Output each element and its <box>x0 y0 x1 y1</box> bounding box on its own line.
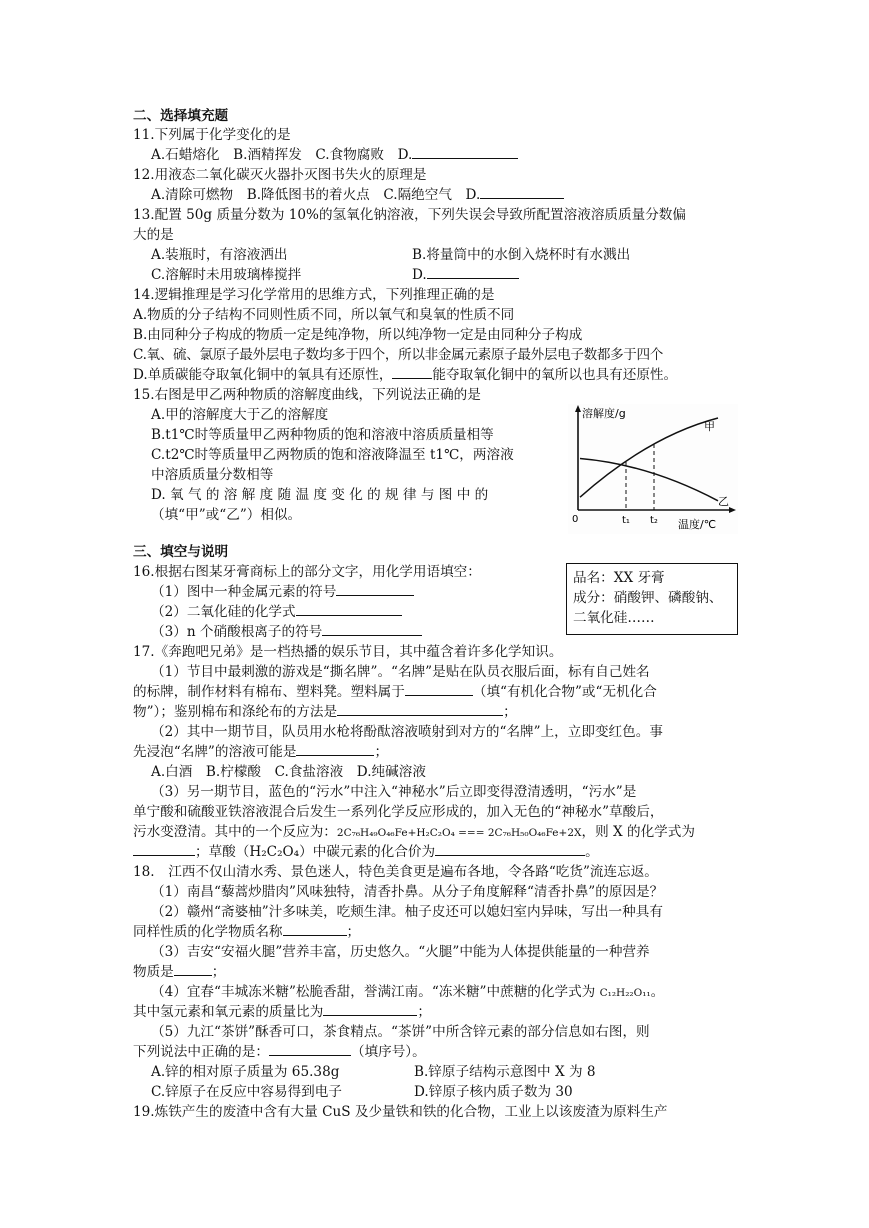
q18-p4-blank <box>323 1001 417 1016</box>
q16-sub1-blank <box>336 581 414 596</box>
q17-p2-line1: （2）其中一期节目，队员用水枪将酚酞溶液喷射到对方的“名牌”上，立即变红色。事 <box>151 724 663 740</box>
q17-p3-text: 污水变澄清。其中的一个反应为： <box>133 824 337 840</box>
q17-p1-text2: （填“有机化合物”或“无机化合 <box>472 684 657 700</box>
q12-options <box>151 184 564 206</box>
q17-p1-line1: （1）节目中最刺激的游戏是“撕名牌”。“名牌”是贴在队员衣服后面，标有自己姓名 <box>151 664 650 680</box>
q17-p3-line4 <box>133 841 599 863</box>
q17-p2-text: 先浸泡“名牌”的溶液可能是 <box>133 744 297 760</box>
solubility-chart <box>568 404 738 534</box>
q13-option-c: C.溶解时未用玻璃棒搅拌 <box>151 267 302 283</box>
q15-option-c: C.t2℃时等质量甲乙两物质的饱和溶液降温至 t1℃，两溶液 <box>151 447 514 463</box>
q15-option-b: B.t1℃时等质量甲乙两种物质的饱和溶液中溶质质量相等 <box>151 427 494 443</box>
chart-tick-t2: t₂ <box>650 515 658 526</box>
q14-option-d-text2: 能夺取氧化铜中的氧所以也具有还原性。 <box>432 367 678 383</box>
q13-option-b: B.将量筒中的水倒入烧杯时有水溅出 <box>412 247 631 263</box>
q18-p1: （1）南昌“藜蒿炒腊肉”风味独特，清香扑鼻。从分子角度解释“清香扑鼻”的原因是？ <box>151 884 664 900</box>
q13-option-a: A.装瓶时，有溶液洒出 <box>151 247 288 263</box>
q15-option-d-cont: （填“甲”或“乙”）相似。 <box>151 507 302 523</box>
q14-option-b: B.由同种分子构成的物质一定是纯净物，所以纯净物一定是由同种分子构成 <box>133 327 583 343</box>
q17-p1-blank <box>405 681 473 696</box>
q19-stem: 19.炼铁产生的废渣中含有大量 CuS 及少量铁和铁的化合物，工业上以该废渣为原料生产 <box>133 1104 668 1120</box>
q18-p3-blank <box>174 961 212 976</box>
q16-sub2 <box>151 601 402 623</box>
q13-blank <box>427 264 519 279</box>
q16-stem: 16.根据右图某牙膏商标上的部分文字，用化学用语填空： <box>133 564 481 580</box>
q17-p1-line3 <box>133 701 517 723</box>
q18-p5-line1: （5）九江“茶饼”酥香可口，茶食精点。“茶饼”中所含锌元素的部分信息如右图，则 <box>151 1024 650 1040</box>
q12-stem: 12.用液态二氧化碳灭火器扑灭图书失火的原理是 <box>133 167 427 183</box>
chart-origin-label: 0 <box>572 514 579 525</box>
box-line-3: 二氧化硅…… <box>573 610 655 626</box>
q17-p2-line2 <box>133 741 388 763</box>
q18-p2-line1: （2）赣州“斋婆柚”汁多味美，吃颊生津。柚子皮还可以媳妇室内异味，写出一种具有 <box>151 904 663 920</box>
q11-stem: 11.下列属于化学变化的是 <box>133 127 291 143</box>
q14-option-a: A.物质的分子结构不同则性质不同，所以氧气和臭氧的性质不同 <box>133 307 515 323</box>
q18-p2-blank <box>283 921 347 936</box>
q17-stem: 17.《奔跑吧兄弟》是一档热播的娱乐节目，其中蕴含着许多化学知识。 <box>133 644 563 660</box>
q18-stem: 18. 江西不仅山清水秀、景色迷人，特色美食更是遍布各地，令各路“吃货”流连忘返。 <box>133 864 658 880</box>
q17-p1-blank2 <box>337 701 503 716</box>
q11-options-text: A.石蜡熔化 B.酒精挥发 C.食物腐败 D. <box>151 147 413 163</box>
q14-blank <box>392 364 432 379</box>
box-line-2: 成分：硝酸钾、磷酸钠、 <box>573 590 723 606</box>
chart-y-label: 溶解度/g <box>582 407 626 420</box>
q12-blank <box>480 184 564 199</box>
q18-option-d: D.锌原子核内质子数为 30 <box>414 1084 573 1100</box>
q15-option-c-cont: 中溶质质量分数相等 <box>151 467 274 483</box>
q14-option-c: C.氧、硫、氯原子最外层电子数均多于四个，所以非金属元素原子最外层电子数都多于四个 <box>133 347 664 363</box>
section-2-title: 二、选择填充题 <box>133 108 229 124</box>
q13-stem-cont: 大的是 <box>133 227 174 243</box>
q14-stem: 14.逻辑推理是学习化学常用的思维方式，下列推理正确的是 <box>133 287 495 303</box>
q17-p2-blank <box>296 741 374 756</box>
q18-p5-blank <box>269 1041 351 1056</box>
q18-option-b: B.锌原子结构示意图中 X 为 8 <box>414 1064 596 1080</box>
q11-blank <box>412 144 518 159</box>
q15-option-a: A.甲的溶解度大于乙的溶解度 <box>151 407 329 423</box>
q18-p2-line2 <box>133 921 360 943</box>
q13-option-d-text: D. <box>412 267 427 283</box>
q18-p3-text: 物质是 <box>133 964 174 980</box>
q16-sub1 <box>151 581 414 603</box>
chart-tick-t1: t₁ <box>622 515 630 526</box>
q16-sub3 <box>151 621 422 643</box>
q18-p4-text4: ； <box>417 1004 431 1020</box>
q17-p2-options: A.白酒 B.柠檬酸 C.食盐溶液 D.纯碱溶液 <box>151 764 426 780</box>
q17-p1-text: 的标牌，制作材料有棉布、塑料凳。塑料属于 <box>133 684 405 700</box>
q16-sub3-blank <box>322 621 422 636</box>
q16-sub3-text: （3）n 个硝酸根离子的符号 <box>151 624 323 640</box>
q15-option-d: D. 氧 气 的 溶 解 度 随 温 度 变 化 的 规 律 与 图 中 的 <box>151 487 489 503</box>
q18-p4-text3: 其中氢元素和氧元素的质量比为 <box>133 1004 324 1020</box>
q18-option-a: A.锌的相对原子质量为 65.38g <box>151 1064 340 1080</box>
q17-p3-line2: 单宁酸和硫酸亚铁溶液混合后发生一系列化学反应形成的，加入无色的“神秘水”草酸后， <box>133 804 664 820</box>
q18-p2-text2: ； <box>346 924 361 940</box>
toothpaste-label-box <box>566 563 738 635</box>
q17-p1-text3: 物”）；鉴别棉布和涤纶布的方法是 <box>133 704 338 720</box>
q11-options <box>151 144 518 166</box>
q16-sub2-text: （2）二氧化硅的化学式 <box>151 604 296 620</box>
q12-options-text: A.清除可燃物 B.降低图书的着火点 C.隔绝空气 D. <box>151 187 481 203</box>
q18-p4-formula: C₁₂H₂₂O₁₁ <box>599 987 651 999</box>
q18-p5-text2: （填序号）。 <box>350 1044 426 1060</box>
chart-series-jia-label: 甲 <box>704 420 715 433</box>
q16-sub2-blank <box>296 601 402 616</box>
q14-option-d <box>133 364 677 386</box>
q18-p3-line1: （3）吉安“安福火腿”营养丰富，历史悠久。“火腿”中能为人体提供能量的一种营养 <box>151 944 650 960</box>
q13-option-d <box>412 264 519 286</box>
q17-p3-text2: ，则 X 的化学式为 <box>581 824 695 840</box>
q17-p1-text4: ； <box>503 704 517 720</box>
box-line-1: 品名：XX 牙膏 <box>573 570 665 586</box>
section-3-title: 三、填空与说明 <box>133 544 229 560</box>
q18-option-c: C.锌原子在反应中容易得到电子 <box>151 1084 342 1100</box>
q18-p2-text: 同样性质的化学物质名称 <box>133 924 283 940</box>
q17-p3-equation: 2C₇₆H₄₉O₄₆Fe+H₂C₂O₄ === 2C₇₆H₅₀O₄₆Fe+2X <box>336 827 582 839</box>
chart-x-label: 温度/℃ <box>678 518 717 531</box>
q18-p3-line2 <box>133 961 225 983</box>
q18-p3-text2: ； <box>211 964 226 980</box>
q17-p3-line1: （3）另一期节目，蓝色的“污水”中注入“神秘水”后立即变得澄清透明，“污水”是 <box>151 784 637 800</box>
q18-p4-text2: 。 <box>650 984 665 1000</box>
q17-p3-text3: ；草酸（H₂C₂O₄）中碳元素的化合价为 <box>195 844 436 860</box>
chart-series-yi-label: 乙 <box>718 495 729 508</box>
q18-p5-line2 <box>133 1041 426 1063</box>
q18-p5-text: 下列说法中正确的是： <box>133 1044 269 1060</box>
q17-p3-blank <box>133 841 195 856</box>
q17-p1-line2 <box>133 681 657 703</box>
q14-option-d-text: D.单质碳能夺取氧化铜中的氧具有还原性， <box>133 367 393 383</box>
q17-p3-text4: 。 <box>585 844 599 860</box>
q18-p4-text: （4）宜春“丰城冻米糖”松脆香甜，誉满江南。“冻米糖”中蔗糖的化学式为 <box>151 984 600 1000</box>
q16-sub1-text: （1）图中一种金属元素的符号 <box>151 584 337 600</box>
q17-p2-text2: ； <box>374 744 389 760</box>
q18-p4-line2 <box>133 1001 431 1023</box>
q17-p3-blank2 <box>435 841 585 856</box>
q13-stem: 13.配置 50g 质量分数为 10%的氢氧化钠溶液，下列失误会导致所配置溶液溶质质量分数偏 <box>133 207 686 223</box>
q15-stem: 15.右图是甲乙两种物质的溶解度曲线，下列说法正确的是 <box>133 387 481 403</box>
